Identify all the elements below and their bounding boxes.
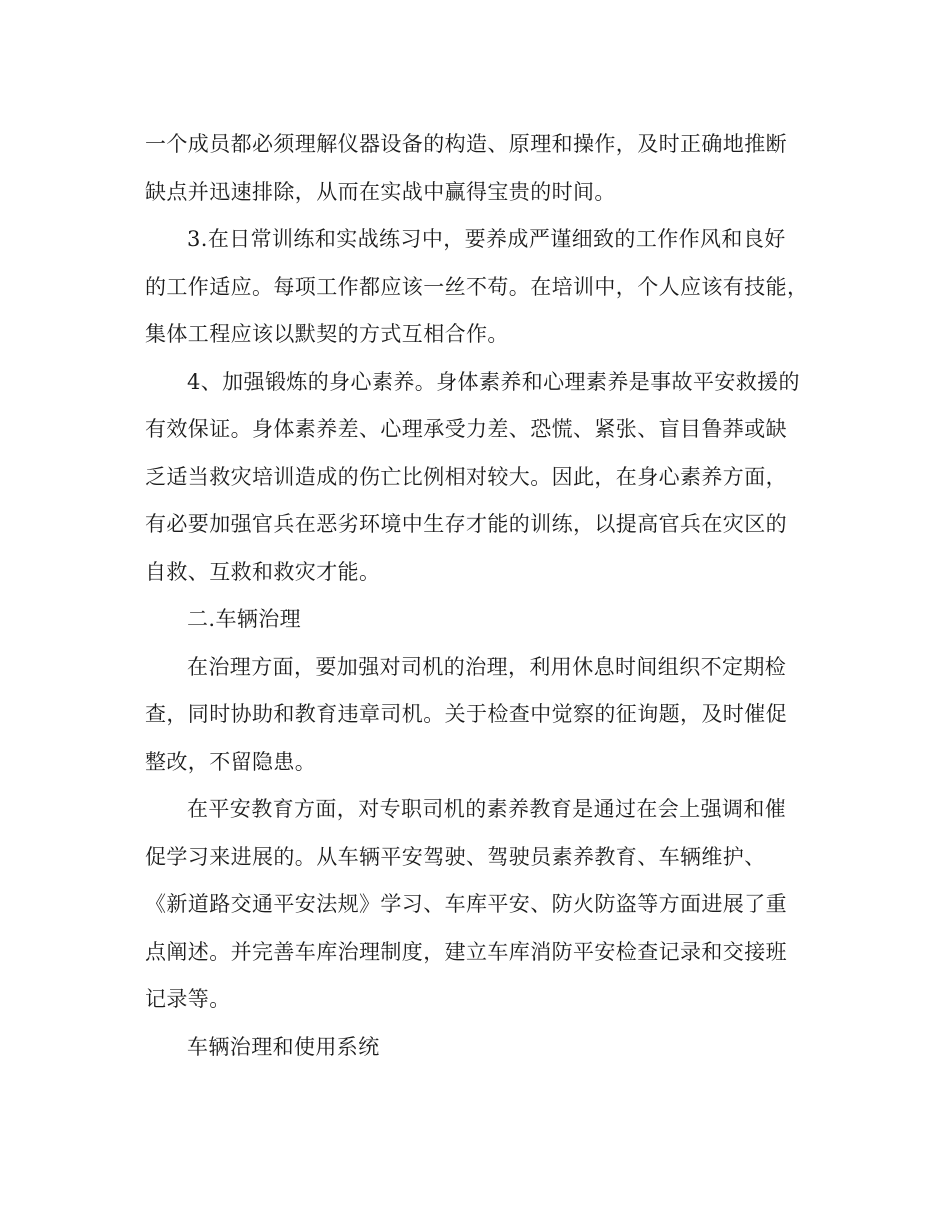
text-line: 的工作适应。每项工作都应该一丝不苟。在培训中，个人应该有技能，	[145, 274, 809, 299]
text-line: 整改，不留隐患。	[145, 749, 317, 774]
text-line: 4、加强锻炼的身心素养。身体素养和心理素养是事故平安救援的	[187, 369, 800, 394]
text-line: 有效保证。身体素养差、心理承受力差、恐慌、紧张、盲目鲁莽或缺	[145, 417, 787, 441]
text-line: 《新道路交通平安法规》学习、车库平安、防火防盗等方面进展了重	[145, 892, 787, 916]
text-line: 查，同时协助和教育违章司机。关于检查中觉察的征询题，及时催促	[145, 702, 787, 726]
text-line: 3.在日常训练和实战练习中，要养成严谨细致的工作作风和良好	[187, 227, 786, 251]
document-body	[145, 121, 815, 1071]
text-line: 记录等。	[145, 987, 231, 1011]
text-line: 乏适当救灾培训造成的伤亡比例相对较大。因此，在身心素养方面，	[145, 464, 787, 489]
text-line: 集体工程应该以默契的方式互相合作。	[145, 322, 509, 346]
text-line: 一个成员都必须理解仪器设备的构造、原理和操作，及时正确地推断	[145, 132, 787, 156]
section-heading: 二.车辆治理	[187, 607, 302, 631]
subsection-heading: 车辆治理和使用系统	[187, 1034, 380, 1059]
text-line: 在治理方面，要加强对司机的治理，利用休息时间组织不定期检	[187, 654, 787, 679]
text-line: 缺点并迅速排除，从而在实战中赢得宝贵的时间。	[145, 179, 616, 204]
text-line: 点阐述。并完善车库治理制度，建立车库消防平安检查记录和交接班	[145, 939, 787, 964]
text-line: 自救、互救和救灾才能。	[145, 559, 381, 584]
text-line: 有必要加强官兵在恶劣环境中生存才能的训练，以提高官兵在灾区的	[145, 512, 787, 536]
text-line: 在平安教育方面，对专职司机的素养教育是通过在会上强调和催	[187, 797, 787, 821]
text-line: 促学习来进展的。从车辆平安驾驶、驾驶员素养教育、车辆维护、	[145, 844, 766, 869]
